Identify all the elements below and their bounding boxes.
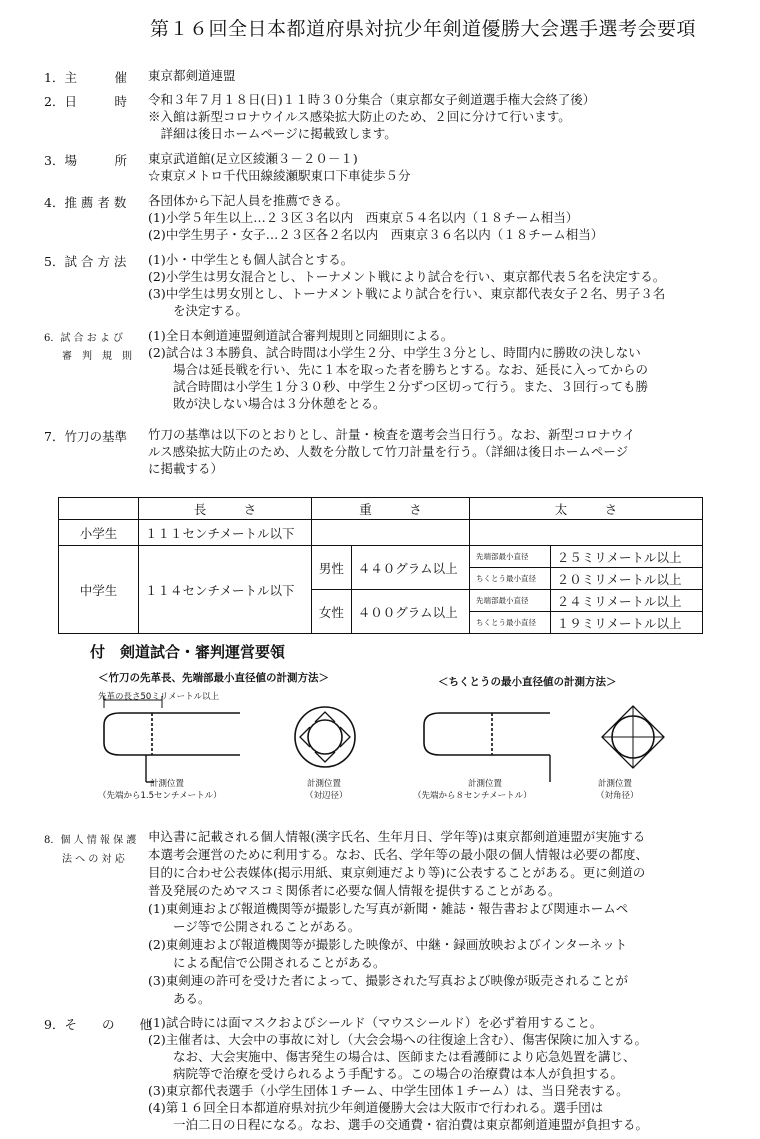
section-9-line: (4)第１６回全日本都道府県対抗少年剣道優勝大会は大阪市で行われる。選手団は xyxy=(148,1100,604,1115)
section-6-line: 場合は延長戦を行い、先に１本を取った者を勝ちとする。なお、延長に入ってからの xyxy=(148,362,649,377)
measure-position-label-right: 計測位置 xyxy=(468,779,503,789)
cell-male-tip: ２５ミリメートル以上 xyxy=(550,546,702,568)
table-corner-cell xyxy=(59,498,139,520)
cell-female-chikuto: １９ミリメートル以上 xyxy=(550,612,702,634)
section-3-line: ☆東京メトロ千代田線綾瀬駅東口下車徒歩５分 xyxy=(148,168,411,183)
label-tip-diameter: 先端部最小直径 xyxy=(470,546,551,568)
section-8-label: 8．個 人 情 報 保 護 xyxy=(44,835,137,846)
table-header-length: 長 さ xyxy=(139,498,312,520)
cell-female-weight: ４００グラム以上 xyxy=(351,590,469,634)
diagonal-label: （対角径） xyxy=(596,791,639,801)
section-8-line: (3)東剣連の許可を受けた者によって、撮影された写真および映像が販売されることが xyxy=(148,973,628,988)
section-8-line: ージ等で公開されることがある。 xyxy=(148,919,361,934)
figure-title: 付 剣道試合・審判運営要領 xyxy=(90,643,286,661)
section-9-line: (3)東京都代表選手（小学生団体１チーム、中学生団体１チーム）は、当日発表する。 xyxy=(148,1083,629,1098)
section-3-line: 東京武道館(足立区綾瀬３－２０－１) xyxy=(148,151,358,166)
section-2-line: 詳細は後日ホームページに掲載致します。 xyxy=(148,126,397,141)
cell-elementary-length: １１１センチメートル以下 xyxy=(139,520,312,546)
section-1-label: 1．主 催 xyxy=(44,70,127,85)
section-9-line: (1)試合時には面マスクおよびシールド（マウスシールド）を必ず着用すること。 xyxy=(148,1015,603,1030)
section-6-line: (1)全日本剣道連盟剣道試合審判規則と同細則による。 xyxy=(148,328,454,343)
measure-position-label-left: 計測位置 xyxy=(150,779,185,789)
section-6-line: 試合時間は小学生１分３０秒、中学生２分ずつ区切って行う。また、３回行っても勝 xyxy=(148,379,649,394)
section-5-line: (2)小学生は男女混合とし、トーナメント戦により試合を行い、東京都代表５名を決定する。 xyxy=(148,269,666,284)
section-7-line: に掲載する） xyxy=(148,461,224,476)
table-header-row xyxy=(59,498,703,520)
section-4-line: (2)中学生男子・女子…２３区各２名以内 西東京３６名以内（１８チーム相当） xyxy=(148,227,604,242)
section-5-label: 5．試 合 方 法 xyxy=(44,254,127,269)
section-6-label: 審 判 規 則 xyxy=(62,351,132,362)
section-2-line: ※入館は新型コロナウイルス感染拡大防止のため、２回に分けて行います。 xyxy=(148,109,571,124)
section-2-line: 令和３年７月１８日(日)１１時３０分集合（東京都女子剣道選手権大会終了後） xyxy=(148,92,596,107)
section-6-line: (2)試合は３本勝負、試合時間は小学生２分、中学生３分とし、時間内に勝敗の決しない xyxy=(148,345,641,360)
measurement-diagram xyxy=(60,680,700,790)
section-8-line: 目的に合わせ公表媒体(掲示用紙、東京剣連だより等)に公表することがある。更に剣道の xyxy=(148,865,646,880)
cell-female-tip: ２４ミリメートル以上 xyxy=(550,590,702,612)
section-9-line: 病院等で治療を受けられるよう手配する。この場合の治療費は本人が負担する。 xyxy=(148,1066,624,1081)
row-label-middle: 中学生 xyxy=(59,546,139,634)
cell-elementary-weight xyxy=(312,520,470,546)
label-tip-diameter: 先端部最小直径 xyxy=(470,590,551,612)
sakigawa-length-label: 先革の長さ50ミリメートル以上 xyxy=(98,692,220,702)
section-8-label: 法 へ の 対 応 xyxy=(62,854,125,865)
document-title: 第１６回全日本都道府県対抗少年剣道優勝大会選手選考会要項 xyxy=(150,18,697,40)
section-8-line: (1)東剣連および報道機関等が撮影した写真が新聞・雑誌・報告書および関連ホームペ xyxy=(148,901,629,916)
measure-position-note-right: （先端から８センチメートル） xyxy=(413,791,532,801)
section-9-line: なお、大会実施中、傷害発生の場合は、医師または看護師により応急処置を講じ、 xyxy=(148,1049,636,1064)
section-5-line: (1)小・中学生とも個人試合とする。 xyxy=(148,252,354,267)
shinai-body-shape xyxy=(424,713,550,755)
section-8-line: ある。 xyxy=(148,991,211,1006)
table-header-thickness: 太 さ xyxy=(470,498,703,520)
measure-position-label-section-left: 計測位置 xyxy=(307,779,342,789)
table-row xyxy=(59,546,703,568)
section-2-label: 2．日 時 xyxy=(44,94,127,109)
section-8-line: 本選考会運営のために利用する。なお、氏名、学年等の最小限の個人情報は必要の都度、 xyxy=(148,847,649,862)
section-1-line: 東京都剣道連盟 xyxy=(148,68,236,83)
label-chikuto-diameter: ちくとう最小直径 xyxy=(470,612,551,634)
section-6-label: 6．試 合 お よ び xyxy=(44,333,124,344)
measure-position-label-section-right: 計測位置 xyxy=(598,779,633,789)
table-row xyxy=(59,520,703,546)
table-header-weight: 重 さ xyxy=(312,498,470,520)
section-7-label: 7．竹刀の基準 xyxy=(44,429,127,444)
section-7-line: 竹刀の基準は以下のとおりとし、計量・検査を選考会当日行う。なお、新型コロナウイ xyxy=(148,427,636,442)
cell-male-chikuto: ２０ミリメートル以上 xyxy=(550,568,702,590)
section-9-label: 9．そ の 他 xyxy=(44,1017,152,1032)
section-5-line: (3)中学生は男女別とし、トーナメント戦により試合を行い、東京都代表女子２名、男子３名 xyxy=(148,286,666,301)
label-chikuto-diameter: ちくとう最小直径 xyxy=(470,568,551,590)
cell-middle-length: １１４センチメートル以下 xyxy=(139,546,312,634)
section-4-line: (1)小学５年生以上…２３区３名以内 西東京５４名以内（１８チーム相当） xyxy=(148,210,579,225)
section-8-line: 申込書に記載される個人情報(漢字氏名、生年月日、学年等)は東京都剣道連盟が実施する xyxy=(148,829,646,844)
opposite-side-label: （対辺径） xyxy=(305,791,348,801)
section-3-label: 3．場 所 xyxy=(44,153,127,168)
shinai-spec-table xyxy=(58,497,703,634)
shinai-tip-shape xyxy=(104,713,240,755)
section-9-line: 一泊二日の日程になる。なお、選手の交通費・宿泊費は東京都剣道連盟が負担する。 xyxy=(148,1117,649,1132)
section-4-label: 4．推 薦 者 数 xyxy=(44,195,127,210)
row-label-elementary: 小学生 xyxy=(59,520,139,546)
measure-position-note-left: （先端から1.5センチメートル） xyxy=(98,791,222,801)
row-label-male: 男性 xyxy=(312,546,352,590)
section-7-line: ルス感染拡大防止のため、人数を分散して竹刀計量を行う。（詳細は後日ホームページ xyxy=(148,444,629,459)
section-4-line: 各団体から下記人員を推薦できる。 xyxy=(148,193,349,208)
section-9-line: (2)主催者は、大会中の事故に対し（大会会場への往復途上含む）、傷害保険に加入する。 xyxy=(148,1032,647,1047)
cell-elementary-thickness xyxy=(470,520,703,546)
row-label-female: 女性 xyxy=(312,590,352,634)
cell-male-weight: ４４０グラム以上 xyxy=(351,546,469,590)
section-6-line: 敗が決しない場合は３分休憩をとる。 xyxy=(148,396,386,411)
section-5-line: を決定する。 xyxy=(148,303,249,318)
section-8-line: 普及発展のためマスコミ関係者に必要な個人情報を提供することがある。 xyxy=(148,883,561,898)
figure-caption-right: ＜ちくとうの最小直径値の計測方法＞ xyxy=(438,676,617,688)
figure-caption-left: ＜竹刀の先革長、先端部最小直径値の計測方法＞ xyxy=(98,672,329,684)
section-8-line: による配信で公開されることがある。 xyxy=(148,955,386,970)
section-8-line: (2)東剣連および報道機関等が撮影した映像が、中継・録画放映およびインターネット xyxy=(148,937,628,952)
